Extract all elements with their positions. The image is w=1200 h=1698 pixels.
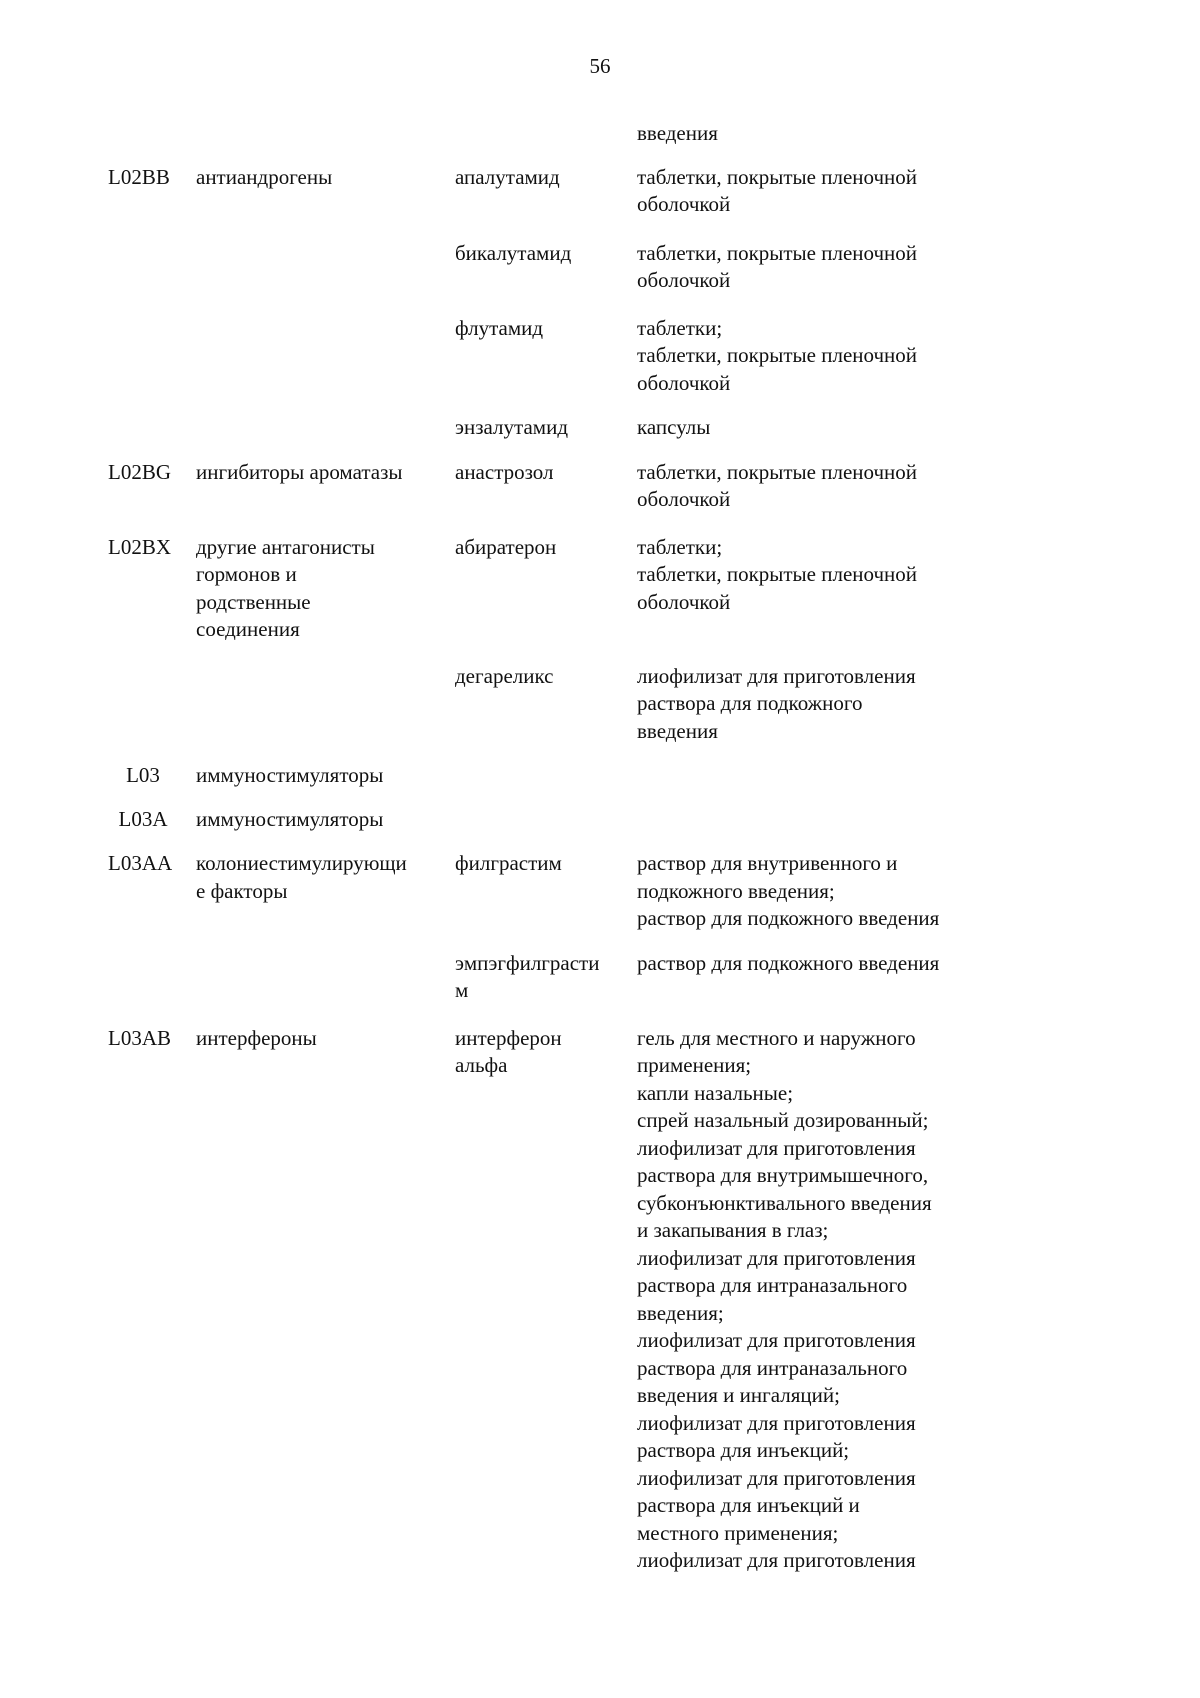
drug-name-line: эмпэгфилграсти: [455, 950, 600, 975]
table-row: [0, 315, 1200, 398]
dosage-form-line: лиофилизат для приготовления: [637, 1328, 916, 1352]
drug-name-line: флутамид: [455, 315, 544, 340]
dosage-form-line: лиофилизат для приготовления: [637, 663, 916, 688]
dosage-form-line: введения и ингаляций;: [637, 1383, 840, 1407]
dosage-form-line: раствор для внутривенного и: [637, 851, 898, 875]
drug-name-line: альфа: [455, 1053, 508, 1077]
drug-name: [455, 315, 637, 343]
dosage-form: [637, 950, 997, 978]
dosage-form-line: субконъюнктивального введения: [637, 1190, 932, 1215]
drug-name: [455, 240, 637, 268]
dosage-form-line: оболочкой: [637, 192, 731, 216]
drug-name-line: м: [455, 978, 469, 1002]
dosage-form-line: таблетки;: [637, 315, 723, 340]
group-name-line: антиандрогены: [196, 164, 333, 189]
dosage-form-line: лиофилизат для приготовления: [637, 1465, 916, 1490]
group-name: [196, 459, 455, 487]
atc-code: L02BG: [108, 459, 171, 484]
dosage-form: [637, 120, 997, 148]
dosage-form-line: оболочкой: [637, 487, 731, 511]
dosage-form-line: подкожного введения;: [637, 878, 835, 903]
dosage-form-line: капсулы: [637, 415, 711, 439]
drug-name: [455, 164, 637, 192]
table-row: [0, 850, 1200, 933]
table-row: [0, 1025, 1200, 1575]
drug-name: [455, 950, 637, 1005]
dosage-form-line: раствора для интраназального: [637, 1355, 908, 1380]
dosage-form-line: введения: [637, 121, 718, 145]
drug-name-line: анастрозол: [455, 459, 554, 484]
dosage-form-line: спрей назальный дозированный;: [637, 1108, 929, 1132]
drug-name: [455, 1025, 637, 1080]
group-name-line: иммуностимуляторы: [196, 806, 384, 831]
group-name: [196, 164, 455, 192]
dosage-form-line: раствор для подкожного введения: [637, 906, 940, 930]
group-name-line: колониестимулирующи: [196, 851, 407, 875]
group-name: [196, 1025, 455, 1053]
atc-code: L03AA: [108, 851, 173, 875]
atc-code: L03AB: [108, 1025, 171, 1050]
group-name-line: интерфероны: [196, 1025, 317, 1050]
drug-name-line: бикалутамид: [455, 240, 572, 265]
drug-name-line: абиратерон: [455, 534, 557, 559]
dosage-form-line: таблетки;: [637, 534, 723, 559]
drug-name-line: филграстим: [455, 851, 562, 875]
dosage-form-line: лиофилизат для приготовления: [637, 1548, 916, 1572]
table-row: [0, 762, 1200, 790]
drug-name-line: дегареликс: [455, 663, 554, 688]
group-name-line: иммуностимуляторы: [196, 763, 384, 787]
dosage-form-line: таблетки, покрытые пленочной: [637, 343, 918, 367]
medication-table: [0, 120, 1200, 1575]
table-row: [0, 414, 1200, 442]
table-row: [0, 534, 1200, 644]
group-name: [196, 806, 455, 834]
dosage-form: [637, 240, 997, 295]
group-name-line: родственные: [196, 589, 311, 614]
dosage-form-line: раствора для инъекций;: [637, 1438, 850, 1462]
dosage-form-line: местного применения;: [637, 1520, 839, 1545]
table-row: [0, 806, 1200, 834]
table-row: [0, 459, 1200, 514]
dosage-form-line: раствора для инъекций и: [637, 1493, 860, 1517]
table-row: [0, 120, 1200, 148]
dosage-form: [637, 414, 997, 442]
drug-name-line: энзалутамид: [455, 415, 568, 439]
group-name-line: другие антагонисты: [196, 534, 375, 559]
dosage-form-line: таблетки, покрытые пленочной: [637, 562, 918, 586]
dosage-form: [637, 534, 997, 617]
table-row: [0, 950, 1200, 1005]
dosage-form-line: раствора для интраназального: [637, 1273, 908, 1297]
dosage-form-line: применения;: [637, 1053, 752, 1077]
group-name: [196, 762, 455, 790]
atc-code: L02BB: [108, 164, 170, 189]
group-name: [196, 534, 455, 644]
dosage-form-line: введения: [637, 718, 718, 743]
dosage-form: [637, 1025, 997, 1575]
dosage-form-line: лиофилизат для приготовления: [637, 1245, 916, 1270]
atc-code: L03: [126, 763, 160, 787]
dosage-form: [637, 459, 997, 514]
dosage-form-line: оболочкой: [637, 268, 731, 292]
drug-name-line: апалутамид: [455, 164, 560, 189]
dosage-form-line: лиофилизат для приготовления: [637, 1135, 916, 1160]
page-number: 56: [589, 54, 611, 78]
dosage-form-line: гель для местного и наружного: [637, 1025, 916, 1050]
dosage-form-line: капли назальные;: [637, 1080, 794, 1105]
dosage-form-line: таблетки, покрытые пленочной: [637, 240, 918, 265]
drug-name: [455, 414, 637, 442]
group-name-line: соединения: [196, 617, 300, 641]
dosage-form-line: раствор для подкожного введения: [637, 950, 940, 975]
dosage-form-line: и закапывания в глаз;: [637, 1218, 829, 1242]
dosage-form-line: таблетки, покрытые пленочной: [637, 164, 918, 189]
dosage-form: [637, 315, 997, 398]
dosage-form: [637, 164, 997, 219]
group-name-line: е факторы: [196, 878, 288, 903]
drug-name: [455, 663, 637, 691]
drug-name-line: интерферон: [455, 1025, 562, 1050]
dosage-form-line: оболочкой: [637, 370, 731, 395]
dosage-form-line: оболочкой: [637, 589, 731, 614]
dosage-form-line: раствора для внутримышечного,: [637, 1163, 929, 1187]
table-row: [0, 663, 1200, 746]
atc-code: L02BX: [108, 534, 171, 559]
dosage-form: [637, 663, 997, 746]
table-row: [0, 164, 1200, 219]
group-name-line: гормонов и: [196, 562, 297, 586]
group-name: [196, 850, 455, 905]
drug-name: [455, 534, 637, 562]
drug-name: [455, 459, 637, 487]
dosage-form-line: лиофилизат для приготовления: [637, 1410, 916, 1435]
group-name-line: ингибиторы ароматазы: [196, 459, 403, 484]
dosage-form-line: раствора для подкожного: [637, 691, 863, 715]
dosage-form: [637, 850, 997, 933]
drug-name: [455, 850, 637, 878]
dosage-form-line: введения;: [637, 1300, 724, 1325]
dosage-form-line: таблетки, покрытые пленочной: [637, 459, 918, 484]
table-row: [0, 240, 1200, 295]
atc-code: L03A: [118, 806, 168, 831]
